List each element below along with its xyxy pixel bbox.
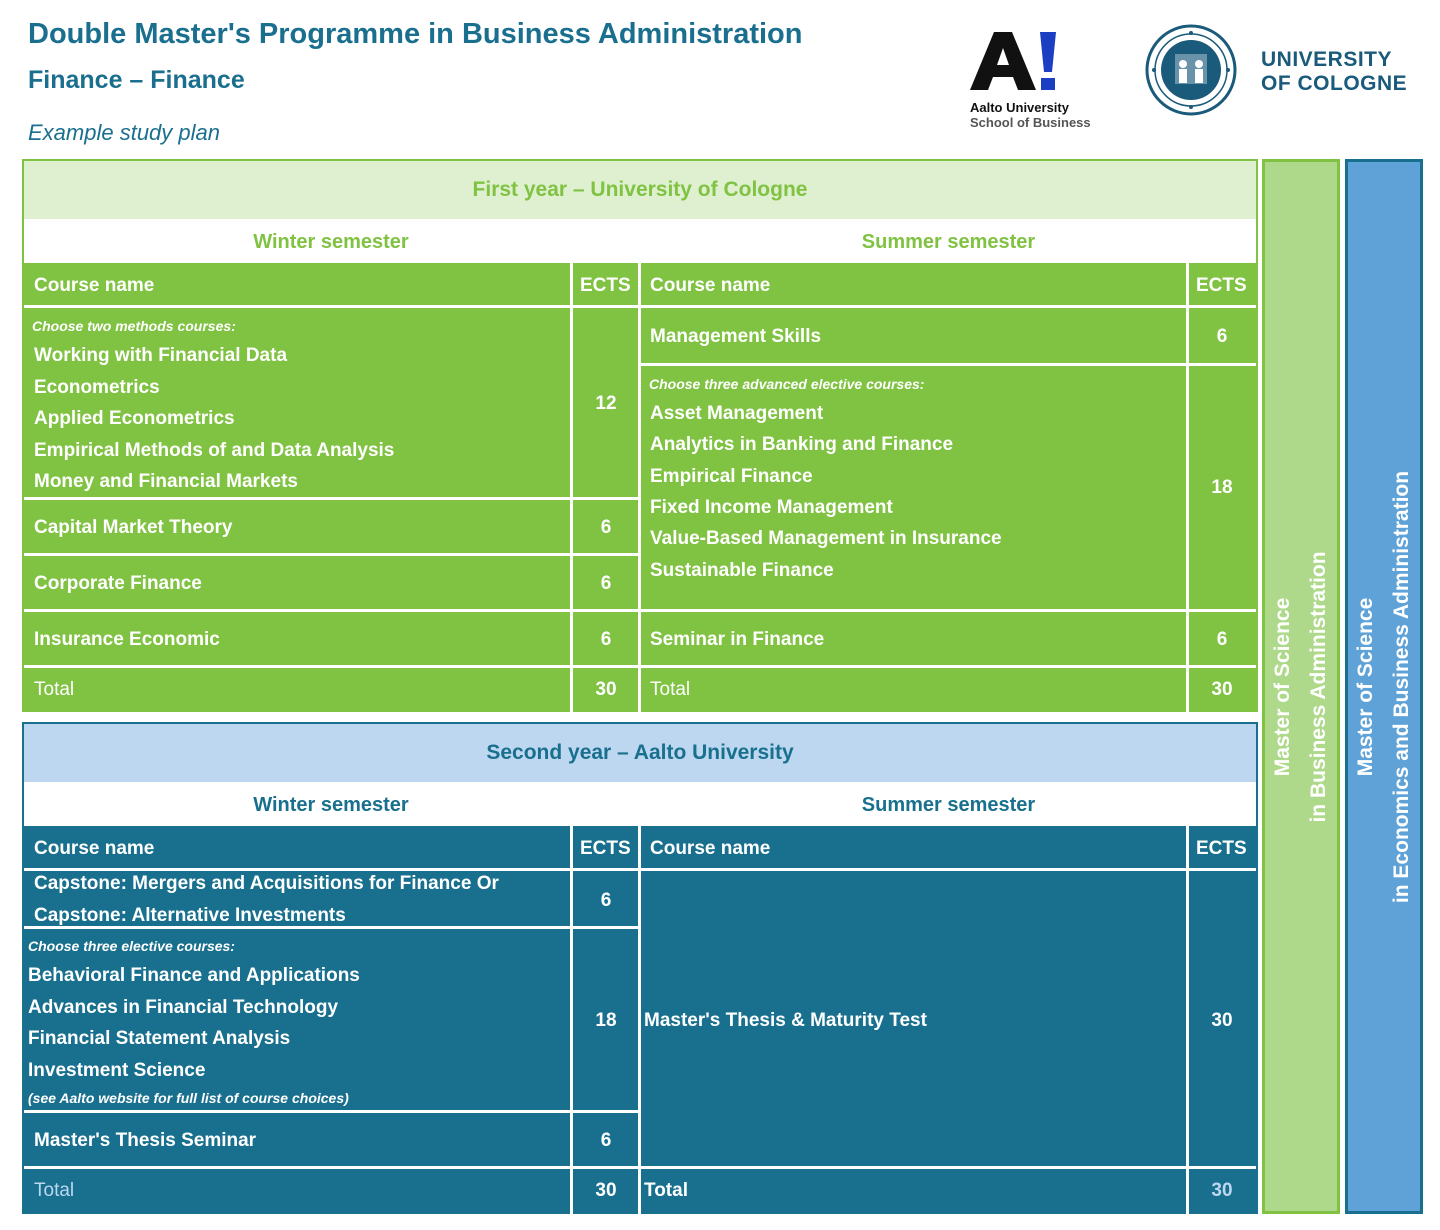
ects-value: 18	[1211, 477, 1233, 498]
cologne-name-line1: UNIVERSITY	[1261, 48, 1393, 71]
divider	[641, 363, 1256, 366]
total-label: Total	[644, 1180, 688, 1201]
year1-methods-note: Choose two methods courses:	[32, 318, 236, 334]
ects-value: 30	[1211, 1010, 1233, 1031]
year1-winter-heading: Winter semester	[24, 221, 638, 263]
year2-summer-col-ects: ECTS	[1196, 838, 1247, 859]
course-name: Investment Science	[28, 1060, 206, 1081]
plan-label: Example study plan	[28, 120, 220, 145]
course-name: Applied Econometrics	[34, 408, 235, 429]
divider	[24, 305, 1256, 308]
course-name: Working with Financial Data	[34, 345, 288, 366]
course-name: Capstone: Mergers and Acquisitions for Finance Or	[34, 873, 499, 894]
year1-winter-col-ects: ECTS	[580, 275, 631, 296]
course-name: Capital Market Theory	[34, 517, 233, 538]
divider	[24, 782, 1256, 785]
course-name: Master's Thesis Seminar	[34, 1130, 257, 1151]
divider	[24, 1110, 641, 1113]
year2-winter-col-course: Course name	[34, 838, 155, 859]
side-degree-aalto	[1345, 159, 1423, 1214]
cologne-seal-icon	[1145, 24, 1237, 116]
year2-summer-heading: Summer semester	[641, 784, 1256, 826]
total-ects: 30	[595, 1180, 617, 1201]
year1-title: First year – University of Cologne	[24, 161, 1256, 219]
total-label: Total	[34, 1180, 75, 1201]
year1-summer-col-course: Course name	[650, 275, 771, 296]
page-subtitle: Finance – Finance	[28, 66, 245, 94]
course-name: Behavioral Finance and Applications	[28, 965, 360, 986]
ects-value: 6	[600, 629, 612, 650]
ects-value: 18	[595, 1010, 617, 1031]
course-name: Insurance Economic	[34, 629, 220, 650]
total-label: Total	[650, 679, 691, 700]
divider	[24, 868, 1256, 871]
course-name: Empirical Methods of and Data Analysis	[34, 440, 395, 461]
year1-summer-col-ects: ECTS	[1196, 275, 1247, 296]
year2-title: Second year – Aalto University	[24, 724, 1256, 782]
divider	[24, 665, 1256, 668]
year2-winter-heading: Winter semester	[24, 784, 638, 826]
cologne-name-line2: OF COLOGNE	[1261, 72, 1408, 95]
year1-advanced-note: Choose three advanced elective courses:	[649, 376, 925, 392]
divider	[24, 609, 1256, 612]
year1-summer-heading: Summer semester	[641, 221, 1256, 263]
ects-value: 6	[1216, 629, 1228, 650]
side-degree-line: Master of Science	[1354, 597, 1377, 776]
divider	[24, 497, 641, 500]
aalto-logo	[968, 28, 1118, 128]
course-name: Corporate Finance	[34, 573, 202, 594]
course-name: Analytics in Banking and Finance	[650, 434, 954, 455]
total-ects: 30	[1211, 1180, 1233, 1201]
side-degree-cologne	[1262, 159, 1340, 1214]
page-title: Double Master's Programme in Business Administration	[28, 18, 803, 50]
year1-winter-col-course: Course name	[34, 275, 155, 296]
course-name: Capstone: Alternative Investments	[34, 905, 346, 926]
side-degree-line: Master of Science	[1271, 597, 1294, 776]
aalto-name: Aalto University	[970, 100, 1069, 115]
total-ects: 30	[1211, 679, 1233, 700]
divider	[24, 1166, 1256, 1169]
year1-table	[22, 159, 1258, 712]
ects-value: 6	[600, 517, 612, 538]
course-name: Management Skills	[650, 326, 822, 347]
course-name: Fixed Income Management	[650, 497, 893, 518]
course-name: Advances in Financial Technology	[28, 997, 339, 1018]
aalto-mark-icon	[968, 28, 1068, 98]
ects-value: 12	[595, 393, 617, 414]
course-name: Seminar in Finance	[650, 629, 825, 650]
course-name: Asset Management	[650, 403, 824, 424]
divider	[24, 219, 1256, 222]
ects-value: 6	[600, 573, 612, 594]
side-degree-line: in Business Administration	[1307, 550, 1330, 823]
elective-footnote: (see Aalto website for full list of course choices)	[28, 1090, 349, 1106]
course-name: Financial Statement Analysis	[28, 1028, 291, 1049]
course-name: Money and Financial Markets	[34, 471, 298, 492]
course-name: Sustainable Finance	[650, 560, 834, 581]
course-name: Empirical Finance	[650, 466, 813, 487]
year2-elective-note: Choose three elective courses:	[28, 938, 235, 954]
course-name: Econometrics	[34, 377, 160, 398]
year2-winter-col-ects: ECTS	[580, 838, 631, 859]
divider	[24, 553, 641, 556]
ects-value: 6	[600, 890, 612, 911]
year2-summer-col-course: Course name	[650, 838, 771, 859]
aalto-school: School of Business	[970, 115, 1091, 130]
ects-value: 6	[600, 1130, 612, 1151]
ects-value: 6	[1216, 326, 1228, 347]
total-label: Total	[34, 679, 75, 700]
year2-table	[22, 722, 1258, 1214]
total-ects: 30	[595, 679, 617, 700]
side-degree-line: in Economics and Business Administration	[1390, 470, 1413, 903]
course-name: Value-Based Management in Insurance	[650, 528, 1002, 549]
course-name: Master's Thesis & Maturity Test	[644, 1010, 927, 1031]
